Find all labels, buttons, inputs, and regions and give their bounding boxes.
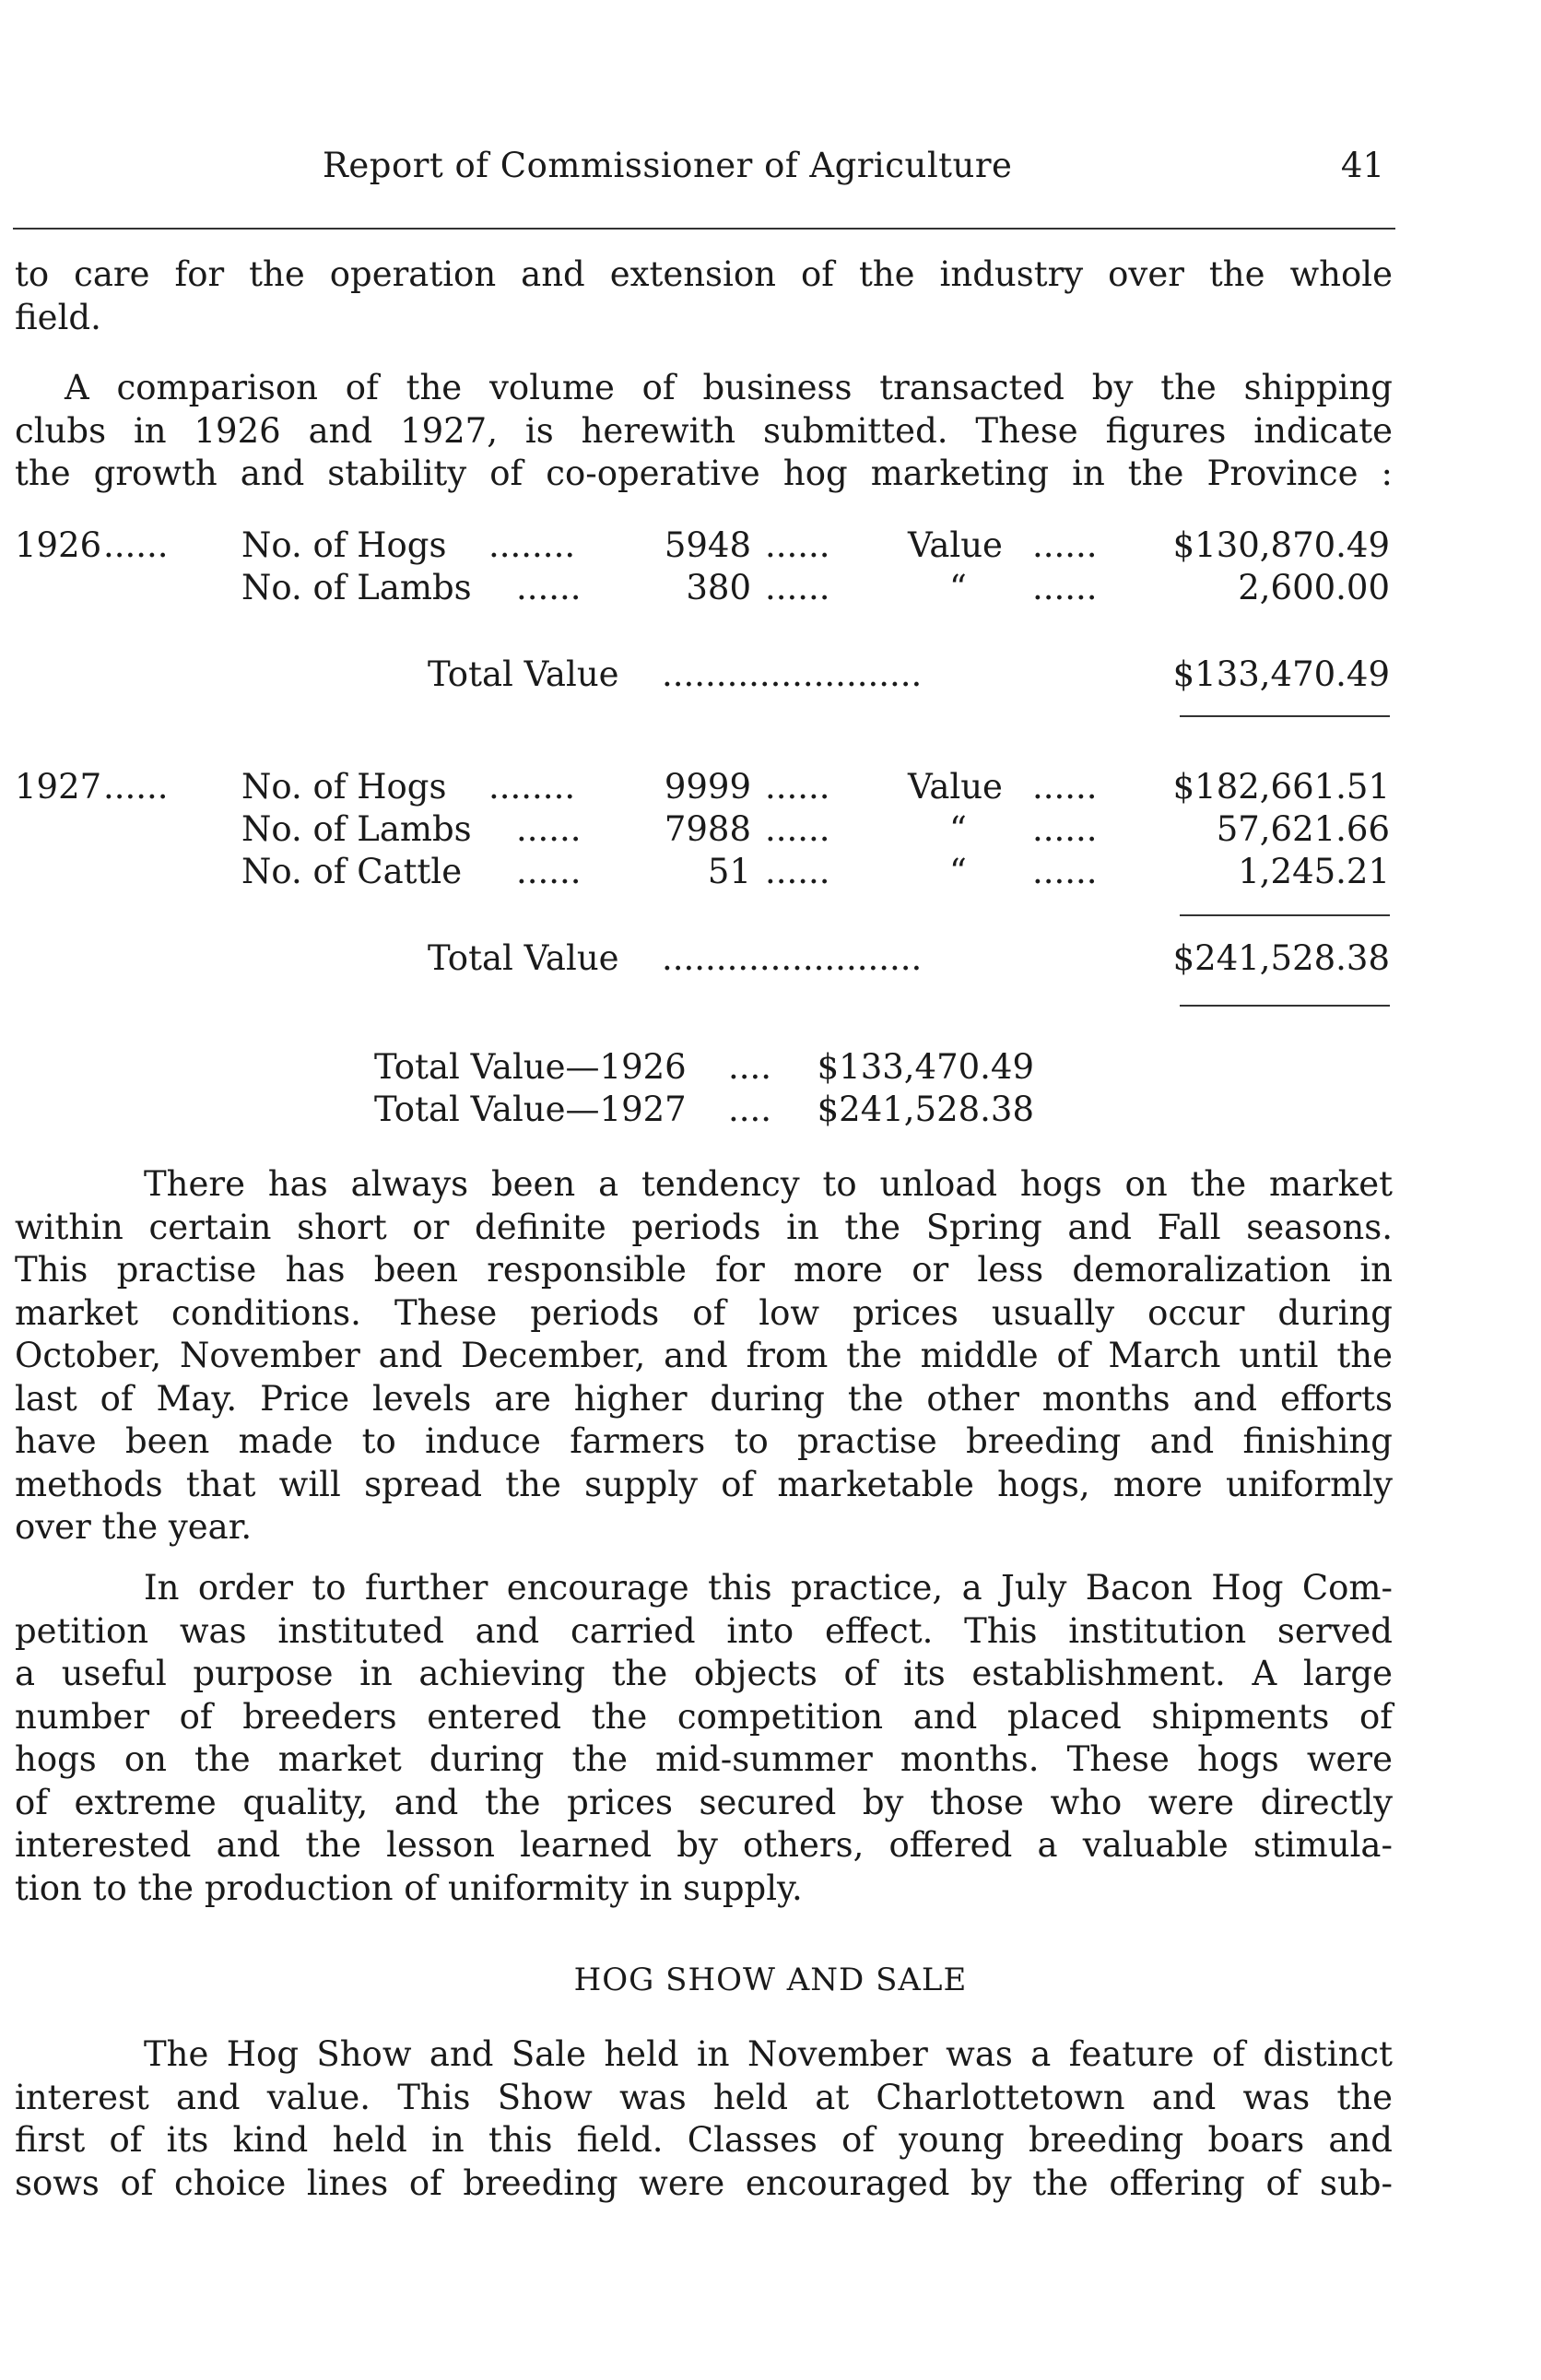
leader-dots: ....: [728, 1090, 772, 1129]
paragraph-bacon-hog-competition: [15, 1567, 1393, 1910]
row-count: 51: [707, 852, 751, 891]
text-line: within certain short or definite periods in the Spring and Fall seasons.: [15, 1207, 1393, 1247]
row-count: 9999: [664, 767, 751, 807]
paragraph-marketing-tendency: [15, 1163, 1393, 1549]
row-count: 380: [686, 568, 751, 607]
text-line: sows of choice lines of breeding were encouraged by the offering of sub-: [15, 2162, 1393, 2203]
row-amount: 2,600.00: [1238, 568, 1390, 607]
leader-dots: ......: [765, 852, 830, 891]
leader-dots: ........................: [662, 938, 923, 978]
text-line: over the year.: [15, 1507, 253, 1547]
text-line: petition was instituted and carried into effect. This institution served: [15, 1610, 1393, 1651]
leader-dots: ......: [765, 568, 830, 607]
leader-dots: ........: [488, 525, 576, 565]
header-rule: [13, 228, 1395, 230]
text-line: last of May. Price levels are higher during the other months and efforts: [15, 1378, 1393, 1419]
leader-dots: ......: [765, 809, 830, 849]
row-item: No. of Lambs: [241, 568, 472, 607]
text-line: clubs in 1926 and 1927, is herewith submitted. These figures indicate: [15, 410, 1393, 451]
text-line: methods that will spread the supply of marketable hogs, more uniformly: [15, 1464, 1393, 1504]
leader-dots: ......: [1032, 809, 1098, 849]
text-line: There has always been a tendency to unload hogs on the market: [144, 1164, 1393, 1204]
row-item: No. of Hogs: [241, 525, 447, 565]
summary-amount: $133,470.49: [817, 1047, 1034, 1087]
text-line: October, November and December, and from the middle of March until the: [15, 1336, 1393, 1375]
row-item: No. of Lambs: [241, 809, 472, 849]
row-item: No. of Hogs: [241, 767, 447, 807]
row-amount: 1,245.21: [1238, 852, 1390, 891]
paragraph-comparison: [15, 367, 1393, 496]
total-amount: $133,470.49: [1172, 654, 1390, 694]
text-line: field.: [15, 297, 101, 337]
text-line: number of breeders entered the competition and placed shipments of: [15, 1696, 1393, 1737]
running-head: [0, 146, 1541, 201]
text-line: tion to the production of uniformity in supply.: [15, 1867, 803, 1908]
text-line: interest and value. This Show was held at Charlottetown and was the: [15, 2077, 1393, 2117]
text-line: first of its kind held in this field. Classes of young breeding boars and: [15, 2120, 1393, 2160]
paragraph-hog-show: [15, 2033, 1393, 2205]
section-heading: HOG SHOW AND SALE: [573, 1962, 968, 1998]
ditto-mark: “: [949, 852, 967, 891]
leader-dots: ......: [1032, 568, 1098, 607]
text-line: This practise has been responsible for more or less demoralization in: [15, 1250, 1393, 1290]
running-head-title: Report of Commissioner of Agriculture: [323, 146, 1013, 185]
leader-dots: ....: [728, 1047, 772, 1087]
row-item: No. of Cattle: [241, 852, 463, 891]
total-amount: $241,528.38: [1172, 938, 1390, 978]
leader-dots: ......: [103, 525, 169, 565]
table-year: 1926: [15, 525, 102, 565]
total-rule: [1180, 1005, 1390, 1007]
text-line: the growth and stability of co-operative hog marketing in the Province :: [15, 454, 1393, 493]
leader-dots: ......: [516, 809, 582, 849]
leader-dots: ......: [1032, 767, 1098, 807]
row-amount: 57,621.66: [1216, 809, 1390, 849]
paragraph-intro: [15, 253, 1393, 339]
summary-amount: $241,528.38: [817, 1090, 1034, 1129]
leader-dots: ......: [1032, 525, 1098, 565]
leader-dots: ......: [765, 767, 830, 807]
row-amount: $130,870.49: [1172, 525, 1390, 565]
row-count: 5948: [664, 525, 751, 565]
text-line: of extreme quality, and the prices secured by those who were directly: [15, 1782, 1393, 1822]
ditto-mark: “: [949, 568, 967, 607]
total-label: Total Value: [428, 938, 619, 978]
summary-label: Total Value—1926: [374, 1047, 687, 1087]
leader-dots: ......: [765, 525, 830, 565]
row-count: 7988: [664, 809, 751, 849]
total-rule: [1180, 715, 1390, 717]
table-year: 1927: [15, 767, 102, 807]
ditto-mark: “: [949, 809, 967, 849]
leader-dots: ......: [516, 568, 582, 607]
subtotal-rule: [1180, 914, 1390, 916]
text-line: to care for the operation and extension of the industry over the whole: [15, 254, 1393, 294]
leader-dots: ........................: [662, 654, 923, 694]
text-line: a useful purpose in achieving the objects of its establishment. A large: [15, 1654, 1393, 1693]
page-number: 41: [1340, 146, 1384, 185]
text-line: interested and the lesson learned by others, offered a valuable stimula-: [15, 1825, 1393, 1865]
leader-dots: ......: [1032, 852, 1098, 891]
total-label: Total Value: [428, 654, 619, 694]
leader-dots: ......: [516, 852, 582, 891]
text-line: market conditions. These periods of low prices usually occur during: [15, 1292, 1393, 1333]
row-label: Value: [908, 525, 1003, 565]
summary-label: Total Value—1927: [374, 1090, 687, 1129]
row-label: Value: [908, 767, 1003, 807]
text-line: A comparison of the volume of business transacted by the shipping: [65, 368, 1393, 407]
text-line: have been made to induce farmers to practise breeding and finishing: [15, 1421, 1393, 1461]
text-line: The Hog Show and Sale held in November was a feature of distinct: [144, 2034, 1393, 2074]
leader-dots: ......: [103, 767, 169, 807]
text-line: In order to further encourage this practice, a July Bacon Hog Com-: [144, 1568, 1393, 1608]
row-amount: $182,661.51: [1172, 767, 1390, 807]
leader-dots: ........: [488, 767, 576, 807]
text-line: hogs on the market during the mid-summer months. These hogs were: [15, 1739, 1393, 1779]
